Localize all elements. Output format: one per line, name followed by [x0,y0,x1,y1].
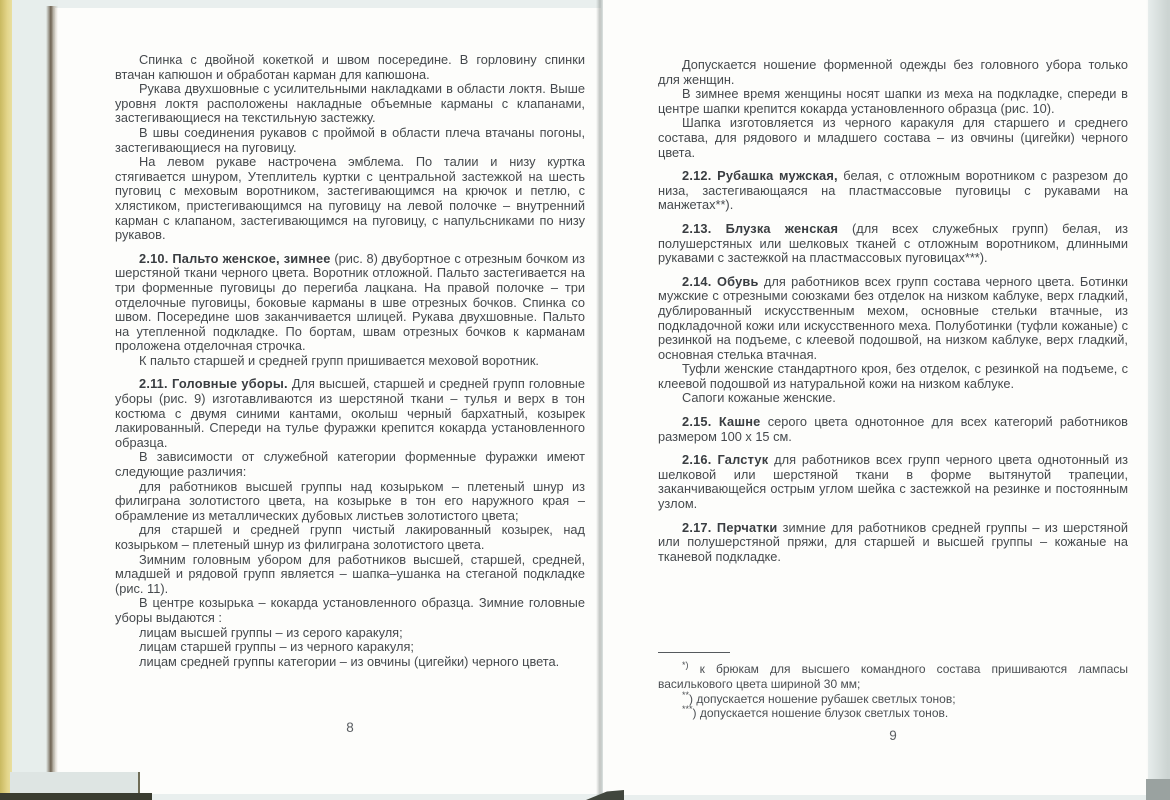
footnotes [658,662,1128,721]
section-heading: 2.15. Кашне [682,414,761,430]
page-left [55,8,601,794]
paragraph: В центре козырька – кокарда установленного образца. Зимние головные уборы выдаются : [115,595,585,625]
footnote-marker: *) [682,660,689,670]
paragraph: Рукава двухшовные с усилительными накладками в области локтя. Выше уровня локтя расположены накладные объемные карманы с клапанами, застегивающиеся на текстильную застежку. [115,81,585,126]
paragraph: для старшей и средней групп чистый лакированный козырек, над козырьком – плетеный шнур из филиграна золотистого цвета. [115,522,585,552]
section-paragraph: 2.16. Галстук для работников всех групп черного цвета однотонный из шелковой или шерстяной ткани в форме вытянутой трапеции, заканчивающейся острым углом шейка с застежкой на резинке и постоянным узлом. [658,452,1128,512]
page-right-text-column [658,58,1128,564]
page-right [603,0,1148,795]
section-paragraph: 2.14. Обувь для работников всех групп состава черного цвета. Ботинки мужские с отрезными союзками без отделок на низком каблуке, верх гладкий, дублированный искусственным мехом, основные стельки втачные, из подкладочной кожи или искусственного меха. Полуботинки (туфли кожаные) с резинкой на подъеме, с клеевой подошвой, на низком каблуке, верх гладкий, основная стелька втачная. [658,273,1128,362]
paragraph: для работников высшей группы над козырьком – плетеный шнур из филиграна золотистого цвета, на козырьке в тон его наружного края – обрамление из металлических дубовых листьев золотистого цвета; [115,478,585,523]
section-heading: 2.17. Перчатки [682,519,778,535]
footnote-marker: *** [682,704,693,715]
paragraph: лицам высшей группы – из серого каракуля; [139,624,403,640]
page-edge-shadow [46,6,58,794]
footnote: ***) допускается ношение блузок светлых тонов. [682,704,949,721]
page-left-text-column [115,53,585,669]
paragraph: Зимним головным убором для работников высшей, старшей, средней, младшей и рядовой групп является – шапка–ушанка на стеганой подкладке (рис. 11). [115,551,585,596]
section-heading: 2.12. Рубашка мужская, [682,168,838,184]
paragraph: Спинка с двойной кокеткой и швом посередине. В горловину спинки втачан капюшон и обработан карман для капюшона. [115,52,585,82]
paragraph: На левом рукаве настрочена эмблема. По талии и низу куртка стягивается шнуром, Утеплитель куртки с центральной застежкой на шесть пуговиц с меховым воротником, застегивающимся на крючок и петлю, с хлястиком, пристегивающимся на пуговицу на левой полочке – внутренний карман с клапаном, застегивающимся на пуговицу, с напульсниками по низу рукавов. [115,154,585,243]
section-paragraph: 2.17. Перчатки зимние для работников средней группы – из шерстяной или полушерстяной пряжи, для старшей и высшей группы – кожаные на тканевой подкладке. [658,519,1128,564]
paragraph: Туфли женские стандартного кроя, без отделок, с резинкой на подъеме, с клеевой подошвой из натуральной кожи на низком каблуке. [658,361,1128,391]
section-paragraph: 2.12. Рубашка мужская, белая, с отложным воротником с разрезом до низа, застегивающаяся на пластмассовые пуговицы с рукавами на манжетах**). [658,168,1128,213]
paragraph: Допускается ношение форменной одежды без головного убора только для женщин. [658,57,1128,87]
paragraph: В швы соединения рукавов с проймой в области плеча втачаны погоны, застегивающиеся на пуговицу. [115,124,585,155]
footnote-divider [658,652,730,653]
scan-right-edge-shade [1146,0,1170,800]
scan-bottom-edge-left [0,793,152,800]
section-paragraph: 2.10. Пальто женское, зимнее (рис. 8) двубортное с отрезным бочком из шерстяной ткани черного цвета. Воротник отложной. Пальто застегивается на три форменные пуговицы до перегиба лацкана. На правой полочке – три отделочные пуговицы, боковые карманы в шве отрезных бочков. Спинка со швом. Посередине шов заканчивается шлицей. Рукава двухшовные. Пальто на утепленной подкладке. По бортам, швам отрезных бочков к карманам проложена отделочная строчка. [115,250,585,354]
section-heading: 2.11. Головные уборы. [139,376,288,392]
section-heading: 2.13. Блузка женская [682,220,839,236]
footnote: **) допускается ношение рубашек светлых тонов; [682,689,956,706]
book-cover-edge-strip [0,0,12,800]
paragraph: лицам средней группы категории – из овчины (цигейки) черного цвета. [139,653,560,669]
paragraph: К пальто старшей и средней групп пришивается меховой воротник. [139,352,539,368]
section-paragraph: 2.11. Головные уборы. Для высшей, старшей и средней групп головные уборы (рис. 9) изготавливаются из шерстяной ткани – тулья и верх в тон костюма с двумя синими кантами, околыш черный бархатный, козырек лакированный. Спереди на тулье фуражки крепится кокарда установленного образца. [115,376,585,450]
section-heading: 2.16. Галстук [682,452,769,468]
paragraph: В зависимости от служебной категории форменные фуражки имеют следующие различия: [115,449,585,480]
page-number-left: 8 [346,720,354,735]
paragraph: лицам старшей группы – из черного каракуля; [139,639,414,655]
scan-bottom-edge-right [1146,779,1170,800]
paragraph: Шапка изготовляется из черного каракуля для старшего и среднего состава, для рядового и младшего состава – из овчины (цигейки) черного цвета. [658,115,1128,160]
section-heading: 2.14. Обувь [682,273,759,289]
section-paragraph: 2.13. Блузка женская (для всех служебных групп) белая, из полушерстяных или шелковых тканей с отложным воротником, длинными рукавами с застежкой на пластмассовых пуговицах***). [658,220,1128,266]
footnote: *) к брюкам для высшего командного состава пришиваются лампасы василькового цвета шириной 30 мм; [658,660,1128,691]
paragraph: В зимнее время женщины носят шапки из меха на подкладке, спереди в центре шапки крепится кокарда установленного образца (рис. 10). [658,86,1128,116]
footnote-marker: ** [682,689,690,700]
section-heading: 2.10. Пальто женское, зимнее [139,250,331,266]
section-paragraph: 2.15. Кашне серого цвета однотонное для всех категорий работников размером 100 х 15 см. [658,414,1128,444]
page-number-right: 9 [889,728,897,743]
paragraph: Сапоги кожаные женские. [682,390,836,406]
